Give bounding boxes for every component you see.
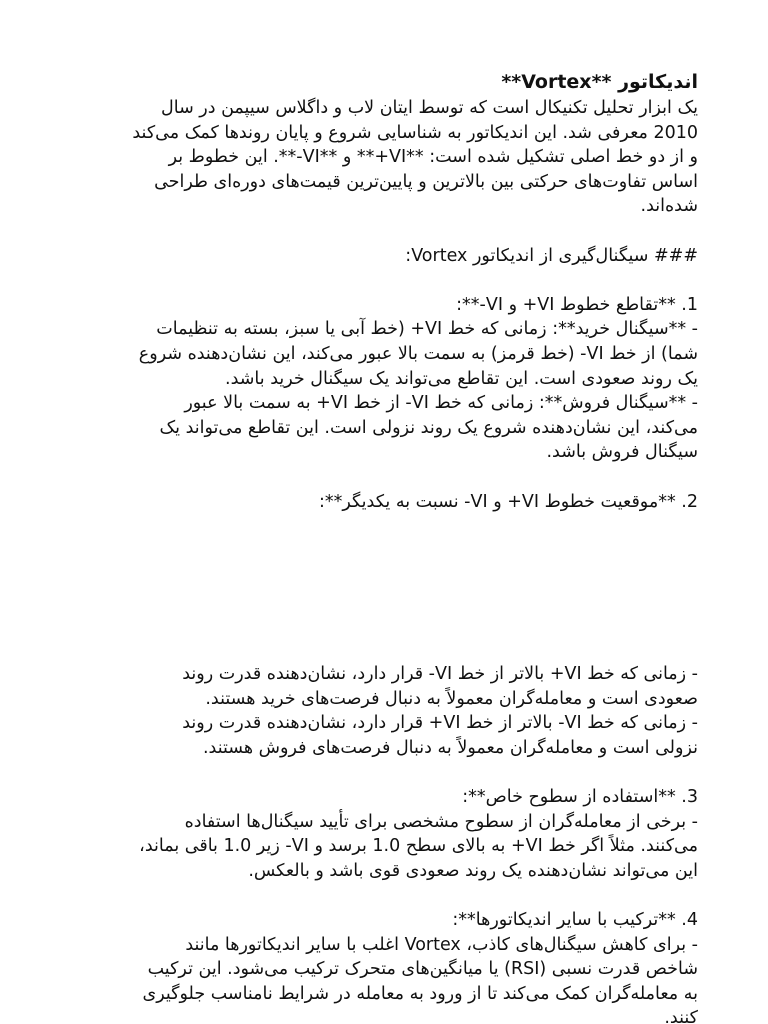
spacer xyxy=(70,760,698,785)
item-3-heading: 3. **استفاده از سطوح خاص**: xyxy=(462,787,698,808)
item-1-line: یک روند صعودی است. این تقاطع می‌تواند یک سیگنال خرید باشد. xyxy=(225,368,698,389)
item-2-line: صعودی است و معامله‌گران معمولاً به دنبال فرصت‌های خرید هستند. xyxy=(205,688,698,709)
intro-paragraph xyxy=(70,96,698,219)
spacer xyxy=(70,219,698,244)
intro-line: یک ابزار تحلیل تکنیکال است که توسط ایتان لاب و داگلاس سیپمن در سال xyxy=(161,98,698,118)
item-1-line: شما) از خط VI- (خط قرمز) به سمت بالا عبور می‌کند، این نشان‌دهنده شروع xyxy=(138,343,698,364)
item-1-heading: 1. **تقاطع خطوط VI+ و VI-**: xyxy=(456,294,698,315)
spacer xyxy=(70,883,698,908)
intro-line: اساس تفاوت‌های حرکتی بین بالاترین و پایین‌ترین قیمت‌های دوره‌ای طراحی xyxy=(154,171,698,192)
document-page xyxy=(70,68,698,1024)
section-heading: ### سیگنال‌گیری از اندیکاتور Vortex: xyxy=(405,245,698,266)
item-3 xyxy=(70,785,698,883)
item-4-heading: 4. **ترکیب با سایر اندیکاتورها**: xyxy=(452,910,698,931)
item-3-line: می‌کنند. مثلاً اگر خط VI+ به بالای سطح 1.0 برسد و VI- زیر 1.0 باقی بماند، xyxy=(139,836,698,857)
item-4 xyxy=(70,908,698,1024)
spacer xyxy=(70,465,698,490)
intro-line: شده‌اند. xyxy=(640,196,698,217)
item-4-line: کنند. xyxy=(664,1008,698,1024)
spacer xyxy=(70,268,698,293)
item-1-line: - **سیگنال خرید**: زمانی که خط VI+ (خط آبی یا سبز، بسته به تنظیمات xyxy=(156,319,698,340)
item-2-line: نزولی است و معامله‌گران معمولاً به دنبال فرصت‌های فروش هستند. xyxy=(202,737,698,758)
item-3-line: این می‌تواند نشان‌دهنده یک روند صعودی قوی باشد و بالعکس. xyxy=(248,860,698,881)
item-1 xyxy=(70,293,698,465)
item-2 xyxy=(70,490,698,761)
item-4-line: به معامله‌گران کمک می‌کند تا از ورود به معامله در شرایط نامناسب جلوگیری xyxy=(142,983,698,1004)
item-2-line: - زمانی که خط VI+ بالاتر از خط VI- قرار دارد، نشان‌دهنده قدرت روند xyxy=(182,664,698,685)
intro-line: و از دو خط اصلی تشکیل شده است: **VI+** و **VI-**. این خطوط بر xyxy=(168,147,698,168)
item-1-line: - **سیگنال فروش**: زمانی که خط VI- از خط VI+ به سمت بالا عبور xyxy=(184,393,698,414)
blank-area xyxy=(70,514,698,662)
document-title: اندیکاتور **Vortex** xyxy=(501,71,698,93)
item-1-line: می‌کند، این نشان‌دهنده شروع یک روند نزولی است. این تقاطع می‌تواند یک xyxy=(159,417,698,438)
intro-line: 2010 معرفی شد. این اندیکاتور به شناسایی شروع و پایان روندها کمک می‌کند xyxy=(132,122,698,143)
item-2-heading: 2. **موقعیت خطوط VI+ و VI- نسبت به یکدیگر**: xyxy=(318,491,698,512)
item-4-line: شاخص قدرت نسبی (RSI) یا میانگین‌های متحرک ترکیب می‌شود. این ترکیب xyxy=(147,959,698,980)
item-4-line: - برای کاهش سیگنال‌های کاذب، Vortex اغلب با سایر اندیکاتورها مانند xyxy=(185,934,698,955)
item-2-line: - زمانی که خط VI- بالاتر از خط VI+ قرار دارد، نشان‌دهنده قدرت روند xyxy=(182,713,698,734)
item-1-line: سیگنال فروش باشد. xyxy=(546,442,698,463)
item-3-line: - برخی از معامله‌گران از سطوح مشخصی برای تأیید سیگنال‌ها استفاده xyxy=(184,811,698,832)
